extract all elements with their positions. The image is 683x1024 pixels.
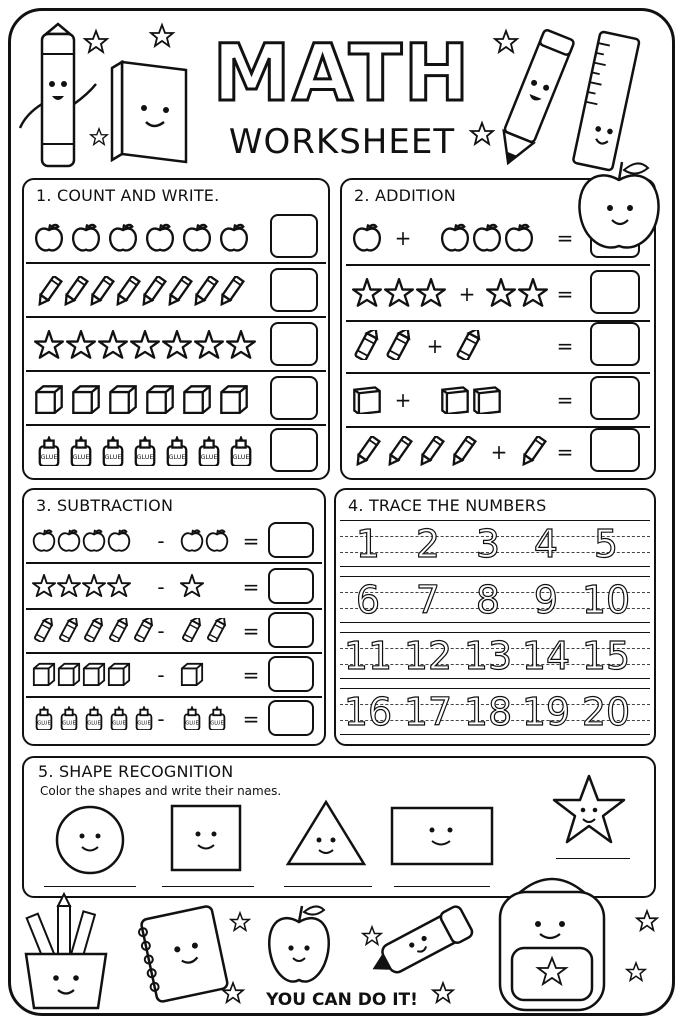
- star-icon: [518, 278, 548, 313]
- star-icon: [194, 330, 224, 365]
- apple-icon: [82, 528, 106, 557]
- apple-icon: [205, 528, 229, 557]
- minus-sign: -: [157, 575, 165, 599]
- svg-text:GLUE: GLUE: [168, 454, 186, 462]
- svg-text:GLUE: GLUE: [185, 720, 199, 727]
- trace-number[interactable]: 3: [475, 522, 501, 566]
- star-icon: [432, 982, 454, 1004]
- trace-number[interactable]: 18: [463, 690, 513, 734]
- worksheet-subtitle: WORKSHEET: [228, 122, 456, 162]
- crayon-icon: [180, 618, 204, 647]
- pencil-icon: [448, 436, 478, 471]
- trace-number[interactable]: 10: [581, 578, 631, 622]
- trace-number[interactable]: 4: [533, 522, 559, 566]
- glue-icon: [82, 706, 106, 735]
- star-icon: [107, 574, 131, 603]
- row-divider: [26, 262, 326, 264]
- trace-number[interactable]: 1: [355, 522, 381, 566]
- minus-sign: -: [157, 619, 165, 643]
- svg-text:GLUE: GLUE: [37, 720, 51, 727]
- backpack-character-icon: [478, 870, 626, 1018]
- apple-icon: [57, 528, 81, 557]
- minus-sign: -: [157, 529, 165, 553]
- row-divider: [26, 424, 326, 426]
- row-divider: [26, 562, 322, 564]
- apple-icon: [182, 222, 212, 257]
- cube-icon: [82, 662, 106, 691]
- notebook-character-icon: [138, 904, 230, 1000]
- apple-icon: [472, 222, 502, 257]
- trace-numbers-title: 4. TRACE THE NUMBERS: [348, 496, 547, 515]
- star-icon: [362, 926, 382, 946]
- pencil-icon: [352, 436, 382, 471]
- answer-box[interactable]: [590, 322, 640, 366]
- crayon-icon: [82, 618, 106, 647]
- shape-instructions: Color the shapes and write their names.: [40, 784, 282, 798]
- glue-icon: [66, 436, 96, 471]
- book-icon: [472, 384, 502, 419]
- crayon-icon: [454, 330, 484, 365]
- cube-icon: [71, 384, 101, 419]
- crayon-icon: [32, 618, 56, 647]
- apple-icon: [71, 222, 101, 257]
- star-icon: [636, 910, 658, 932]
- glue-icon: [32, 706, 56, 735]
- row-divider: [346, 264, 650, 266]
- shape-name-line[interactable]: [284, 886, 372, 887]
- glue-icon: [180, 706, 204, 735]
- answer-box[interactable]: [268, 656, 314, 692]
- apple-icon: [34, 222, 64, 257]
- minus-sign: -: [157, 663, 165, 687]
- book-character-icon: [108, 58, 198, 168]
- star-icon: [90, 128, 108, 146]
- answer-box[interactable]: [268, 612, 314, 648]
- answer-box[interactable]: [268, 568, 314, 604]
- glue-icon: [57, 706, 81, 735]
- star-icon: [32, 574, 56, 603]
- trace-number[interactable]: 8: [475, 578, 501, 622]
- triangle-shape: [286, 800, 366, 868]
- answer-box[interactable]: [270, 428, 318, 472]
- star-icon: [150, 24, 174, 48]
- answer-box[interactable]: [270, 322, 318, 366]
- plus-sign: +: [458, 282, 476, 306]
- trace-number[interactable]: 12: [403, 634, 453, 678]
- glue-icon: [107, 706, 131, 735]
- answer-box[interactable]: [268, 522, 314, 558]
- star-icon: [66, 330, 96, 365]
- answer-box[interactable]: [590, 376, 640, 420]
- svg-text:GLUE: GLUE: [232, 454, 250, 462]
- pencil-icon: [384, 436, 414, 471]
- shape-name-line[interactable]: [556, 858, 630, 859]
- cube-icon: [34, 384, 64, 419]
- trace-number[interactable]: 5: [593, 522, 619, 566]
- row-divider: [26, 608, 322, 610]
- cube-icon: [107, 662, 131, 691]
- apple-character-icon: [266, 902, 332, 988]
- equals-sign: =: [556, 334, 574, 358]
- star-icon: [230, 912, 250, 932]
- equals-sign: =: [242, 575, 260, 599]
- answer-box[interactable]: [270, 376, 318, 420]
- star-icon: [162, 330, 192, 365]
- row-divider: [346, 372, 650, 374]
- glue-icon: [34, 436, 64, 471]
- star-icon: [222, 982, 244, 1004]
- star-icon: [84, 30, 108, 54]
- apple-icon: [180, 528, 204, 557]
- cube-icon: [32, 662, 56, 691]
- star-icon: [486, 278, 516, 313]
- trace-number[interactable]: 11: [343, 634, 393, 678]
- svg-text:GLUE: GLUE: [62, 720, 76, 727]
- row-divider: [26, 696, 322, 698]
- subtraction-title: 3. SUBTRACTION: [36, 496, 174, 515]
- cube-icon: [57, 662, 81, 691]
- svg-text:GLUE: GLUE: [210, 720, 224, 727]
- star-icon: [82, 574, 106, 603]
- rectangle-shape: [390, 806, 494, 866]
- star-icon: [384, 278, 414, 313]
- trace-number[interactable]: 20: [581, 690, 631, 734]
- tracing-guide-line: [340, 622, 650, 623]
- svg-text:GLUE: GLUE: [136, 454, 154, 462]
- svg-text:GLUE: GLUE: [200, 454, 218, 462]
- star-shape: [552, 774, 626, 844]
- plus-sign: +: [394, 226, 412, 250]
- crayon-icon: [57, 618, 81, 647]
- svg-text:GLUE: GLUE: [72, 454, 90, 462]
- minus-sign: -: [157, 707, 165, 731]
- svg-text:GLUE: GLUE: [104, 454, 122, 462]
- trace-number[interactable]: 6: [355, 578, 381, 622]
- star-icon: [34, 330, 64, 365]
- glue-icon: [205, 706, 229, 735]
- cube-icon: [145, 384, 175, 419]
- addition-title: 2. ADDITION: [354, 186, 456, 205]
- book-icon: [352, 384, 382, 419]
- equals-sign: =: [242, 619, 260, 643]
- shape-name-line[interactable]: [162, 886, 254, 887]
- star-icon: [416, 278, 446, 313]
- row-divider: [26, 652, 322, 654]
- apple-icon: [440, 222, 470, 257]
- trace-number[interactable]: 2: [415, 522, 441, 566]
- tracing-guide-line: [340, 734, 650, 735]
- svg-text:GLUE: GLUE: [40, 454, 58, 462]
- pencil-icon: [518, 436, 548, 471]
- trace-number[interactable]: 16: [343, 690, 393, 734]
- pencil-character-icon: [494, 26, 574, 172]
- trace-number[interactable]: 19: [521, 690, 571, 734]
- tracing-guide-line: [340, 566, 650, 567]
- cube-icon: [180, 662, 204, 691]
- glue-icon: [98, 436, 128, 471]
- trace-number[interactable]: 17: [403, 690, 453, 734]
- star-icon: [470, 122, 494, 146]
- svg-text:GLUE: GLUE: [87, 720, 101, 727]
- star-icon: [98, 330, 128, 365]
- equals-sign: =: [242, 663, 260, 687]
- circle-shape: [54, 804, 126, 876]
- apple-icon: [108, 222, 138, 257]
- equals-sign: =: [556, 282, 574, 306]
- tracing-guide-line: [340, 576, 650, 577]
- crayon-icon: [384, 330, 414, 365]
- answer-box[interactable]: [270, 214, 318, 258]
- shape-name-line[interactable]: [44, 886, 136, 887]
- tracing-guide-line: [340, 678, 650, 679]
- tracing-guide-line: [340, 520, 650, 521]
- pencil-icon: [416, 436, 446, 471]
- apple-icon: [32, 528, 56, 557]
- star-icon: [180, 574, 204, 603]
- answer-box[interactable]: [590, 270, 640, 314]
- encouragement-text: YOU CAN DO IT!: [266, 990, 418, 1010]
- count-and-write-title: 1. COUNT AND WRITE.: [36, 186, 220, 205]
- star-icon: [130, 330, 160, 365]
- tracing-guide-line: [340, 688, 650, 689]
- equals-sign: =: [556, 440, 574, 464]
- cube-icon: [108, 384, 138, 419]
- book-icon: [440, 384, 470, 419]
- row-divider: [26, 370, 326, 372]
- apple-icon: [107, 528, 131, 557]
- apple-icon: [145, 222, 175, 257]
- glue-icon: [162, 436, 192, 471]
- svg-text:GLUE: GLUE: [112, 720, 126, 727]
- apple-icon: [219, 222, 249, 257]
- equals-sign: =: [556, 388, 574, 412]
- star-icon: [226, 330, 256, 365]
- apple-icon: [352, 222, 382, 257]
- trace-number[interactable]: 13: [463, 634, 513, 678]
- plus-sign: +: [490, 440, 508, 464]
- glue-icon: [194, 436, 224, 471]
- answer-box[interactable]: [268, 700, 314, 736]
- star-icon: [352, 278, 382, 313]
- equals-sign: =: [242, 529, 260, 553]
- row-divider: [26, 316, 326, 318]
- crayon-icon: [352, 330, 382, 365]
- equals-sign: =: [556, 226, 574, 250]
- answer-box[interactable]: [590, 428, 640, 472]
- equals-sign: =: [242, 707, 260, 731]
- svg-text:GLUE: GLUE: [137, 720, 151, 727]
- pencil-icon: [216, 276, 246, 311]
- ruler-character-icon: [566, 32, 646, 172]
- apple-character-icon: [574, 158, 664, 254]
- worksheet-title: MATH: [212, 29, 472, 119]
- tracing-guide-line: [340, 632, 650, 633]
- trace-number[interactable]: 14: [521, 634, 571, 678]
- shape-name-line[interactable]: [394, 886, 490, 887]
- glue-icon: [226, 436, 256, 471]
- cube-icon: [219, 384, 249, 419]
- trace-number[interactable]: 7: [415, 578, 441, 622]
- pencil-cup-icon: [18, 900, 114, 1012]
- apple-icon: [504, 222, 534, 257]
- glue-icon: [130, 436, 160, 471]
- trace-number[interactable]: 15: [581, 634, 631, 678]
- shape-recognition-title: 5. SHAPE RECOGNITION: [38, 762, 234, 781]
- star-icon: [57, 574, 81, 603]
- star-icon: [626, 962, 646, 982]
- answer-box[interactable]: [270, 268, 318, 312]
- cube-icon: [182, 384, 212, 419]
- trace-number[interactable]: 9: [533, 578, 559, 622]
- plus-sign: +: [394, 388, 412, 412]
- crayon-icon: [107, 618, 131, 647]
- square-shape: [170, 804, 242, 872]
- crayon-icon: [205, 618, 229, 647]
- plus-sign: +: [426, 334, 444, 358]
